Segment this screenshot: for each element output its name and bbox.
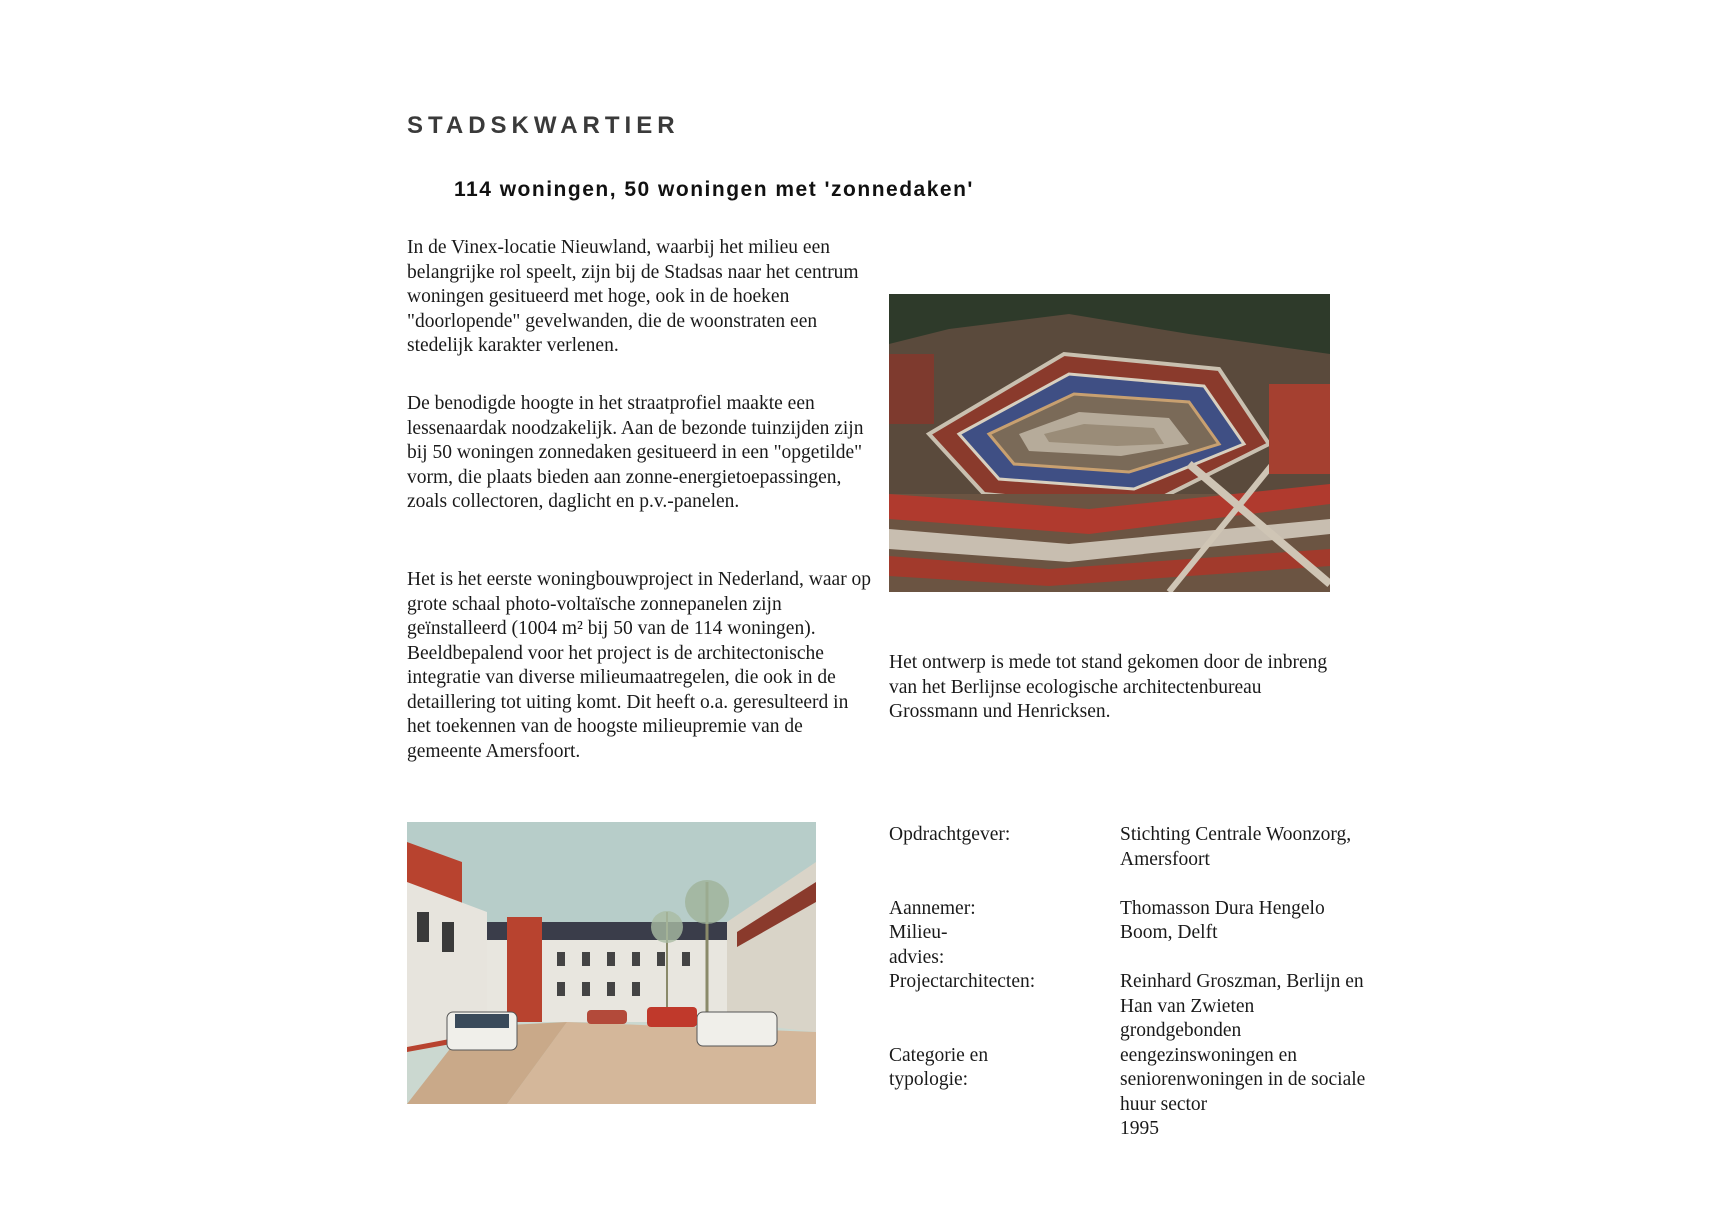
detail-year (889, 1117, 1369, 1142)
detail-value: Stichting Centrale Woonzorg, Amersfoort (1120, 824, 1352, 870)
detail-aannemer (889, 897, 1369, 922)
detail-value: Thomasson Dura Hengelo (1120, 897, 1325, 919)
paragraph-solar: Het is het eerste woningbouwproject in Nederland, waar op grote schaal photo-voltaïsche zonnepanelen zijn geïnstalleerd (1004 m² bij 50 van de 114 woningen). Beeldbepalend voor het project is de architectonische integratie van diverse milieumaatregelen, die ook in de detaillering tot uiting komt. Dit heeft o.a. geresulteerd in het toekennen van de hoogste milieupremie van de gemeente Amersfoort. (407, 569, 872, 762)
page-subtitle: 114 woningen, 50 woningen met 'zonnedaken' (454, 178, 974, 201)
detail-label: Milieu- advies: (889, 922, 948, 968)
detail-label: Aannemer: (889, 897, 976, 919)
detail-label: Categorie en typologie: (889, 1044, 989, 1090)
photo-caption: Het ontwerp is mede tot stand gekomen door de inbreng van het Berlijnse ecologische architectenbureau Grossmann und Henricksen. (889, 652, 1328, 722)
detail-value: Boom, Delft (1120, 922, 1218, 943)
detail-label: Projectarchitecten: (889, 971, 1036, 992)
detail-label: Opdrachtgever: (889, 824, 1011, 845)
detail-value: Reinhard Groszman, Berlijn en Han van Zwieten (1120, 971, 1364, 1017)
aerial-photo (889, 294, 1330, 592)
project-details (889, 823, 1369, 1142)
detail-opdrachtgever (889, 823, 1369, 872)
paragraph-roof: De benodigde hoogte in het straatprofiel maakte een lessenaardak noodzakelijk. Aan de bezonde tuinzijden zijn bij 50 woningen zonnedaken gesitueerd in een "opgetilde" vorm, die plaats bieden aan zonne-energietoepassingen, zoals collectoren, daglicht en p.v.-panelen. (407, 393, 864, 512)
detail-year-value: 1995 (1120, 1118, 1159, 1139)
detail-value: grondgebonden eengezinswoningen en seniorenwoningen in de sociale huur sector (1120, 1020, 1366, 1115)
detail-categorie (889, 1019, 1369, 1117)
detail-label-empty (889, 1117, 1120, 1142)
paragraph-intro: In de Vinex-locatie Nieuwland, waarbij het milieu een belangrijke rol speelt, zijn bij de Stadsas naar het centrum woningen gesitueerd met hoge, ook in de hoeken "doorlopende" gevelwanden, die de woonstraten een stedelijk karakter verlenen. (407, 237, 859, 356)
street-photo (407, 822, 816, 1104)
page-title: STADSKWARTIER (407, 112, 680, 139)
detail-architect (889, 946, 1369, 1020)
